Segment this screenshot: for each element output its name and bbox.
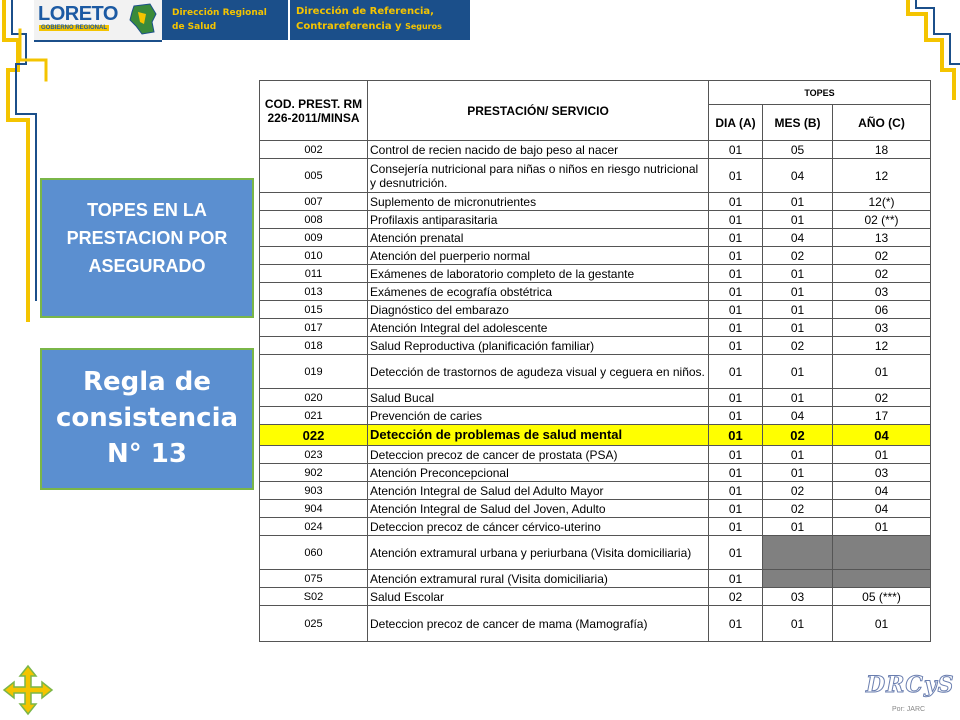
cell-service: Atención prenatal [368, 229, 709, 247]
logo-subtitle: GOBIERNO REGIONAL [41, 25, 108, 31]
table-row [260, 464, 931, 482]
cell-code: 903 [260, 482, 368, 500]
cell-code: 010 [260, 247, 368, 265]
cell-service: Detección de trastornos de agudeza visual y ceguera en niños. [368, 355, 709, 389]
cell-service: Prevención de caries [368, 407, 709, 425]
cell-service: Profilaxis antiparasitaria [368, 211, 709, 229]
cell-dia: 01 [709, 229, 763, 247]
header-block-referencia [290, 0, 470, 40]
cell-mes: 02 [763, 247, 833, 265]
cell-dia: 01 [709, 389, 763, 407]
cell-code: 021 [260, 407, 368, 425]
header-line-2: de Salud [172, 22, 217, 32]
drcys-brand: DRCyS [866, 672, 955, 698]
cell-mes: 02 [763, 425, 833, 446]
table-row [260, 211, 931, 229]
table-row [260, 141, 931, 159]
cell-dia: 01 [709, 193, 763, 211]
cell-ano: 03 [833, 464, 931, 482]
table-row [260, 265, 931, 283]
table-row [260, 518, 931, 536]
header-line-4: Contrareferencia y [296, 21, 406, 32]
cell-mes: 01 [763, 389, 833, 407]
cell-dia: 01 [709, 570, 763, 588]
cell-code: 013 [260, 283, 368, 301]
cell-ano: 02 (**) [833, 211, 931, 229]
cell-service: Detección de problemas de salud mental [368, 425, 709, 446]
cell-code: 019 [260, 355, 368, 389]
header-line-4-suffix: Seguros [405, 22, 442, 31]
header-ano: AÑO (C) [833, 105, 931, 141]
table-row [260, 425, 931, 446]
cell-code: 023 [260, 446, 368, 464]
cell-dia: 01 [709, 446, 763, 464]
cell-mes [763, 570, 833, 588]
table-row [260, 536, 931, 570]
cell-service: Salud Escolar [368, 588, 709, 606]
cell-mes: 01 [763, 464, 833, 482]
cell-ano: 01 [833, 446, 931, 464]
cell-ano: 02 [833, 265, 931, 283]
table-row [260, 500, 931, 518]
cell-service: Atención del puerperio normal [368, 247, 709, 265]
cell-code: 005 [260, 159, 368, 193]
cell-dia: 01 [709, 464, 763, 482]
header-block-salud [162, 0, 288, 40]
cell-ano: 02 [833, 389, 931, 407]
table-row [260, 482, 931, 500]
cell-service: Atención Integral del adolescente [368, 319, 709, 337]
cell-dia: 01 [709, 283, 763, 301]
cell-code: 022 [260, 425, 368, 446]
cell-service: Atención extramural urbana y periurbana (Visita domiciliaria) [368, 536, 709, 570]
cell-mes: 02 [763, 337, 833, 355]
cell-mes: 04 [763, 407, 833, 425]
region-map-icon [128, 2, 158, 36]
cell-service: Exámenes de laboratorio completo de la gestante [368, 265, 709, 283]
cell-ano: 01 [833, 355, 931, 389]
cell-code: 060 [260, 536, 368, 570]
cell-ano: 02 [833, 247, 931, 265]
topes-title-box [40, 178, 254, 318]
cell-dia: 02 [709, 588, 763, 606]
cell-ano: 17 [833, 407, 931, 425]
cell-ano: 06 [833, 301, 931, 319]
cell-dia: 01 [709, 482, 763, 500]
header-code: COD. PREST. RM 226-2011/MINSA [260, 81, 368, 141]
cell-mes: 02 [763, 482, 833, 500]
cell-service: Consejería nutricional para niñas o niños en riesgo nutricional y desnutrición. [368, 159, 709, 193]
cell-dia: 01 [709, 247, 763, 265]
cell-mes: 01 [763, 265, 833, 283]
cell-ano: 04 [833, 500, 931, 518]
cell-ano [833, 536, 931, 570]
table-row [260, 193, 931, 211]
cell-mes: 04 [763, 229, 833, 247]
logo-word: LORETO [38, 3, 118, 25]
cell-mes: 05 [763, 141, 833, 159]
table-row [260, 446, 931, 464]
table-row [260, 159, 931, 193]
topes-title-text: TOPES EN LA PRESTACION POR ASEGURADO [66, 200, 228, 276]
table-row [260, 570, 931, 588]
table-row [260, 319, 931, 337]
cell-mes: 02 [763, 500, 833, 518]
cell-dia: 01 [709, 159, 763, 193]
cell-service: Diagnóstico del embarazo [368, 301, 709, 319]
table-row [260, 588, 931, 606]
table-row [260, 355, 931, 389]
cell-ano: 05 (***) [833, 588, 931, 606]
cell-ano: 04 [833, 425, 931, 446]
table-row [260, 389, 931, 407]
cell-mes: 01 [763, 319, 833, 337]
cell-service: Salud Reproductiva (planificación familiar) [368, 337, 709, 355]
cell-code: 007 [260, 193, 368, 211]
table-row [260, 407, 931, 425]
topes-table [259, 80, 931, 642]
cell-mes: 01 [763, 606, 833, 642]
cell-service: Atención extramural rural (Visita domiciliaria) [368, 570, 709, 588]
cell-code: 025 [260, 606, 368, 642]
cell-ano: 03 [833, 283, 931, 301]
cell-service: Deteccion precoz de cancer de mama (Mamografía) [368, 606, 709, 642]
cell-service: Deteccion precoz de cancer de prostata (PSA) [368, 446, 709, 464]
cell-dia: 01 [709, 536, 763, 570]
table-row [260, 229, 931, 247]
cell-ano [833, 570, 931, 588]
cell-dia: 01 [709, 265, 763, 283]
cell-code: 017 [260, 319, 368, 337]
cell-mes: 01 [763, 211, 833, 229]
cell-code: 020 [260, 389, 368, 407]
header-topes: TOPES [709, 81, 931, 105]
header-dia: DIA (A) [709, 105, 763, 141]
cell-code: 008 [260, 211, 368, 229]
cell-code: 018 [260, 337, 368, 355]
cell-service: Control de recien nacido de bajo peso al nacer [368, 141, 709, 159]
cell-mes: 04 [763, 159, 833, 193]
cell-ano: 12(*) [833, 193, 931, 211]
cell-dia: 01 [709, 355, 763, 389]
regla-text: Regla de consistencia N° 13 [55, 367, 239, 469]
cell-ano: 01 [833, 518, 931, 536]
regla-box [40, 348, 254, 490]
cell-ano: 12 [833, 159, 931, 193]
table-row [260, 301, 931, 319]
cell-code: 902 [260, 464, 368, 482]
cell-code: 904 [260, 500, 368, 518]
cell-mes [763, 536, 833, 570]
cell-service: Suplemento de micronutrientes [368, 193, 709, 211]
navigation-arrows-icon[interactable] [2, 664, 54, 716]
table-row [260, 337, 931, 355]
cell-service: Atención Preconcepcional [368, 464, 709, 482]
cell-mes: 01 [763, 518, 833, 536]
author-credit: Por: JARC [892, 706, 926, 713]
cell-dia: 01 [709, 337, 763, 355]
cell-ano: 03 [833, 319, 931, 337]
cell-ano: 13 [833, 229, 931, 247]
cell-mes: 01 [763, 193, 833, 211]
cell-ano: 01 [833, 606, 931, 642]
header-mes: MES (B) [763, 105, 833, 141]
cell-dia: 01 [709, 319, 763, 337]
cell-code: S02 [260, 588, 368, 606]
cell-mes: 03 [763, 588, 833, 606]
cell-dia: 01 [709, 606, 763, 642]
header-service: PRESTACIÓN/ SERVICIO [368, 81, 709, 141]
cell-dia: 01 [709, 407, 763, 425]
cell-mes: 01 [763, 283, 833, 301]
table-body [260, 141, 931, 642]
cell-dia: 01 [709, 211, 763, 229]
cell-code: 015 [260, 301, 368, 319]
cell-dia: 01 [709, 518, 763, 536]
cell-dia: 01 [709, 425, 763, 446]
cell-code: 002 [260, 141, 368, 159]
cell-ano: 18 [833, 141, 931, 159]
table-row [260, 606, 931, 642]
cell-mes: 01 [763, 355, 833, 389]
cell-code: 009 [260, 229, 368, 247]
cell-ano: 04 [833, 482, 931, 500]
table-row [260, 247, 931, 265]
header-line-1: Dirección Regional [172, 8, 267, 18]
header-line-3: Dirección de Referencia, [296, 6, 434, 17]
cell-code: 011 [260, 265, 368, 283]
cell-service: Atención Integral de Salud del Adulto Mayor [368, 482, 709, 500]
cell-mes: 01 [763, 301, 833, 319]
loreto-logo [34, 0, 162, 42]
cell-ano: 12 [833, 337, 931, 355]
cell-mes: 01 [763, 446, 833, 464]
cell-service: Deteccion precoz de cáncer cérvico-uterino [368, 518, 709, 536]
cell-service: Exámenes de ecografía obstétrica [368, 283, 709, 301]
cell-code: 075 [260, 570, 368, 588]
cell-code: 024 [260, 518, 368, 536]
cell-dia: 01 [709, 500, 763, 518]
cell-dia: 01 [709, 141, 763, 159]
table-row [260, 283, 931, 301]
cell-service: Salud Bucal [368, 389, 709, 407]
cell-service: Atención Integral de Salud del Joven, Adulto [368, 500, 709, 518]
cell-dia: 01 [709, 301, 763, 319]
